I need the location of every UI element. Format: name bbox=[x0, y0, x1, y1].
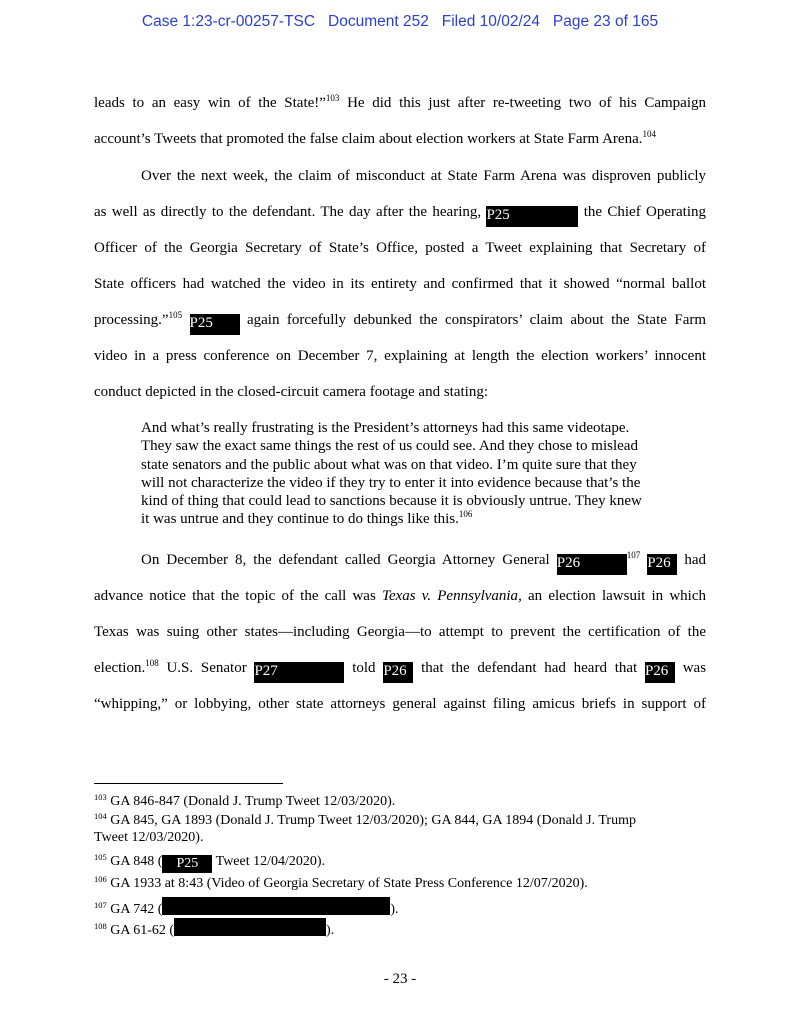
body-line: as well as directly to the defendant. The day after the hearing, P25 the Chief Operating bbox=[94, 203, 706, 227]
redaction-block: P25 bbox=[190, 314, 240, 335]
footnote: $^{108}$ GA 61-62 ( ). bbox=[94, 918, 708, 939]
redaction-block bbox=[174, 918, 326, 936]
body-line: Over the next week, the claim of misconduct at State Farm Arena was disproven publicly bbox=[141, 168, 706, 184]
redaction-block: P26 bbox=[647, 554, 677, 575]
footnote-ref: 103 bbox=[325, 93, 340, 103]
footnote-ref: 105 bbox=[168, 310, 183, 320]
footnote: $^{104}$ GA 845, GA 1893 (Donald J. Trump Tweet 12/03/2020); GA 844, GA 1894 (Donald J. Trump Tweet 12/03/2020). bbox=[94, 811, 636, 845]
footnote: $^{103}$ GA 846-847 (Donald J. Trump Tweet 12/03/2020). bbox=[94, 792, 396, 809]
body-line: State officers had watched the video in its entirety and confirmed that it showed “normal ballot bbox=[94, 276, 706, 292]
page-number: - 23 - bbox=[383, 971, 417, 987]
redaction-block: P27 bbox=[254, 662, 344, 683]
body-line: “whipping,” or lobbying, other state attorneys general against filing amicus briefs in support of bbox=[94, 696, 706, 712]
block-quote: And what’s really frustrating is the President’s attorneys had this same videotape. They saw the exact same things the rest of us could see. And they chose to mislead state senators and the public about what was on that video. I’m quite sure that they will not characterize the video if they try to enter it into evidence because that’s the kind of thing that could lead to sanctions because it is obviously untrue. They knew it was untrue and they continue to do things like this.$^{106}$ bbox=[141, 420, 642, 528]
document-number: Document 252 bbox=[328, 13, 429, 30]
filed-date: Filed 10/02/24 bbox=[441, 13, 540, 30]
body-line: Texas was suing other states—including Georgia—to attempt to prevent the certification of the bbox=[94, 624, 706, 640]
redaction-block: P25 bbox=[162, 855, 212, 873]
body-line: conduct depicted in the closed-circuit camera footage and stating: bbox=[94, 384, 489, 400]
body-line: advance notice that the topic of the call was Texas v. Pennsylvania, an election lawsuit in which bbox=[94, 588, 706, 604]
footnote-rule bbox=[94, 783, 283, 784]
footnote: $^{106}$ GA 1933 at 8:43 (Video of Georgia Secretary of State Press Conference 12/07/2020). bbox=[94, 874, 588, 891]
footnote-ref: 107 bbox=[626, 550, 641, 560]
footnote-ref: 108 bbox=[145, 658, 159, 668]
footnote: $^{105}$ GA 848 ( P25 Tweet 12/04/2020). bbox=[94, 852, 326, 871]
case-header bbox=[0, 13, 800, 31]
body-line: leads to an easy win of the State!”$^{103}$ He did this just after re-tweeting two of his Campaign bbox=[94, 93, 706, 111]
redaction-block: P26 bbox=[383, 662, 413, 683]
body-line: Officer of the Georgia Secretary of State’s Office, posted a Tweet explaining that Secretary of bbox=[94, 240, 706, 256]
redaction-block: P25 bbox=[486, 206, 578, 227]
body-line: On December 8, the defendant called Georgia Attorney General P26 $^{107}$ P26 had bbox=[94, 551, 706, 575]
footnote-ref: 104 bbox=[642, 129, 656, 139]
footnote-ref: 106 bbox=[458, 509, 473, 520]
footnote: $^{107}$ GA 742 ( ). bbox=[94, 897, 708, 918]
body-line: processing.”$^{105}$ P25 again forcefully debunked the conspirators’ claim about the State Farm bbox=[94, 311, 706, 335]
redaction-block: P26 bbox=[557, 554, 627, 575]
redaction-block bbox=[162, 897, 390, 915]
page-of: Page 23 of 165 bbox=[552, 13, 659, 30]
body-line: video in a press conference on December 7, explaining at length the election workers’ innocent bbox=[94, 348, 706, 364]
case-number: Case 1:23-cr-00257-TSC bbox=[141, 13, 316, 30]
body-line: election.$^{108}$ U.S. Senator P27 told P26 that the defendant had heard that P26 was bbox=[94, 659, 706, 683]
body-line: account’s Tweets that promoted the false claim about election workers at State Farm Arena.$^{104}$ bbox=[94, 129, 656, 147]
redaction-block: P26 bbox=[645, 662, 675, 683]
